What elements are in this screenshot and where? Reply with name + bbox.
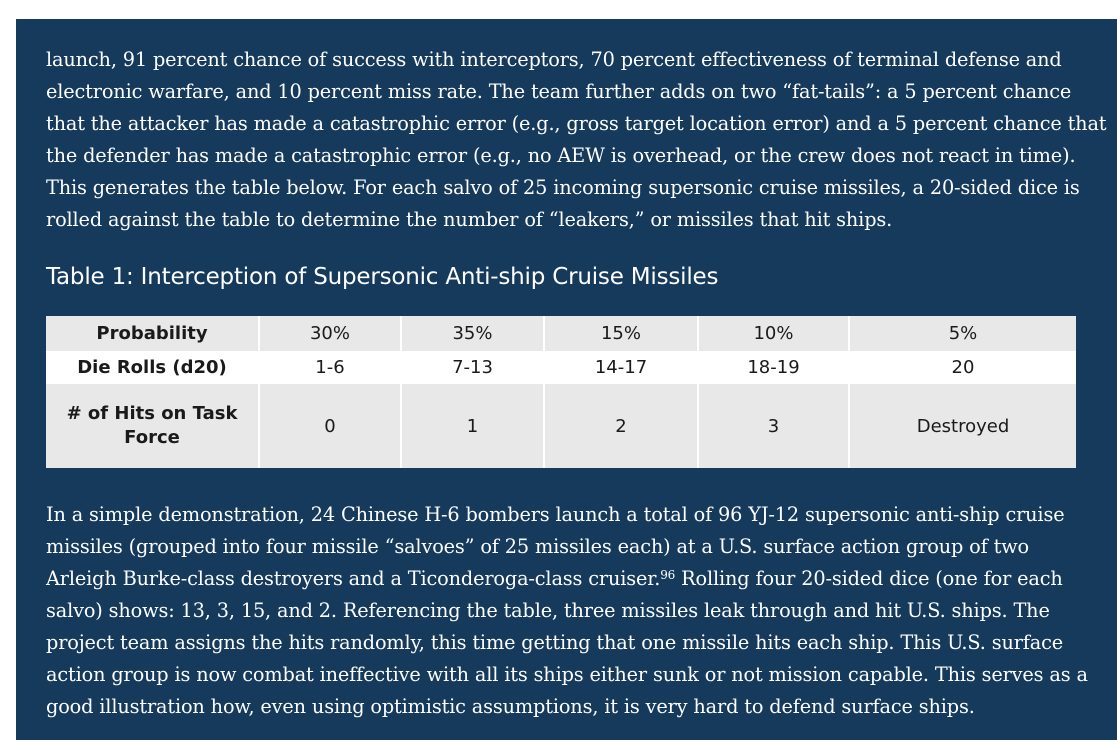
- table-title: Table 1: Interception of Supersonic Anti-ship Cruise Missiles: [46, 264, 719, 290]
- table-row-hits: [46, 384, 1076, 468]
- table-cell: 3: [698, 384, 849, 468]
- paragraph-line: electronic warfare, and 10 percent miss rate. The team further adds on two “fat-tails”: a 5 percent chance: [46, 80, 1072, 103]
- paragraph-line: missiles (grouped into four missile “salvoes” of 25 missiles each) at a U.S. surface action group of two: [46, 535, 1029, 558]
- paragraph-line: project team assigns the hits randomly, this time getting that one missile hits each ship. This U.S. surface: [46, 631, 1064, 654]
- paragraph-line: that the attacker has made a catastrophic error (e.g., gross target location error) and a 5 percent chance that: [46, 112, 1107, 135]
- intro-paragraph: [46, 44, 1107, 236]
- paragraph-line: the defender has made a catastrophic error (e.g., no AEW is overhead, or the crew does not react in time).: [46, 144, 1076, 167]
- table-cell: 1: [401, 384, 544, 468]
- table-row-probability: [46, 316, 1076, 351]
- table-cell: 15%: [544, 316, 698, 351]
- footnote-ref[interactable]: 96: [660, 568, 676, 582]
- line-text: Rolling four 20-sided dice (one for each: [675, 567, 1063, 590]
- table-cell: 14-17: [544, 351, 698, 384]
- demonstration-paragraph: [46, 499, 1086, 723]
- row-header: Die Rolls (d20): [46, 351, 259, 384]
- table-cell: 1-6: [259, 351, 401, 384]
- table-cell: 0: [259, 384, 401, 468]
- paragraph-line: This generates the table below. For each salvo of 25 incoming supersonic cruise missiles, a 20-sided dice is: [46, 176, 1080, 199]
- row-header-line: Force: [124, 427, 180, 448]
- table-cell: 30%: [259, 316, 401, 351]
- paragraph-line: rolled against the table to determine the number of “leakers,” or missiles that hit ships.: [46, 208, 893, 231]
- row-header: Probability: [46, 316, 259, 351]
- paragraph-line: launch, 91 percent chance of success with interceptors, 70 percent effectiveness of terminal defense and: [46, 48, 1062, 71]
- table-cell: 35%: [401, 316, 544, 351]
- row-header-line: # of Hits on Task: [66, 403, 238, 424]
- interception-table: [46, 316, 1076, 468]
- paragraph-line: [46, 563, 1086, 595]
- content-panel: [16, 19, 1117, 740]
- table-cell: 5%: [849, 316, 1076, 351]
- row-header: [46, 384, 259, 468]
- paragraph-line: action group is now combat ineffective with all its ships either sunk or not mission capable. This serves as a: [46, 663, 1088, 686]
- table-row-die-rolls: [46, 351, 1076, 384]
- paragraph-line: salvo) shows: 13, 3, 15, and 2. Referencing the table, three missiles leak through and hit U.S. ships. The: [46, 599, 1050, 622]
- line-text: Arleigh Burke-class destroyers and a Ticonderoga-class cruiser.: [46, 567, 661, 590]
- table-cell: 7-13: [401, 351, 544, 384]
- table-cell: Destroyed: [849, 384, 1076, 468]
- table-cell: 18-19: [698, 351, 849, 384]
- paragraph-line: In a simple demonstration, 24 Chinese H-6 bombers launch a total of 96 YJ-12 supersonic anti-ship cruise: [46, 503, 1065, 526]
- table-cell: 10%: [698, 316, 849, 351]
- paragraph-line: good illustration how, even using optimistic assumptions, it is very hard to defend surface ships.: [46, 695, 975, 718]
- table-cell: 20: [849, 351, 1076, 384]
- table-cell: 2: [544, 384, 698, 468]
